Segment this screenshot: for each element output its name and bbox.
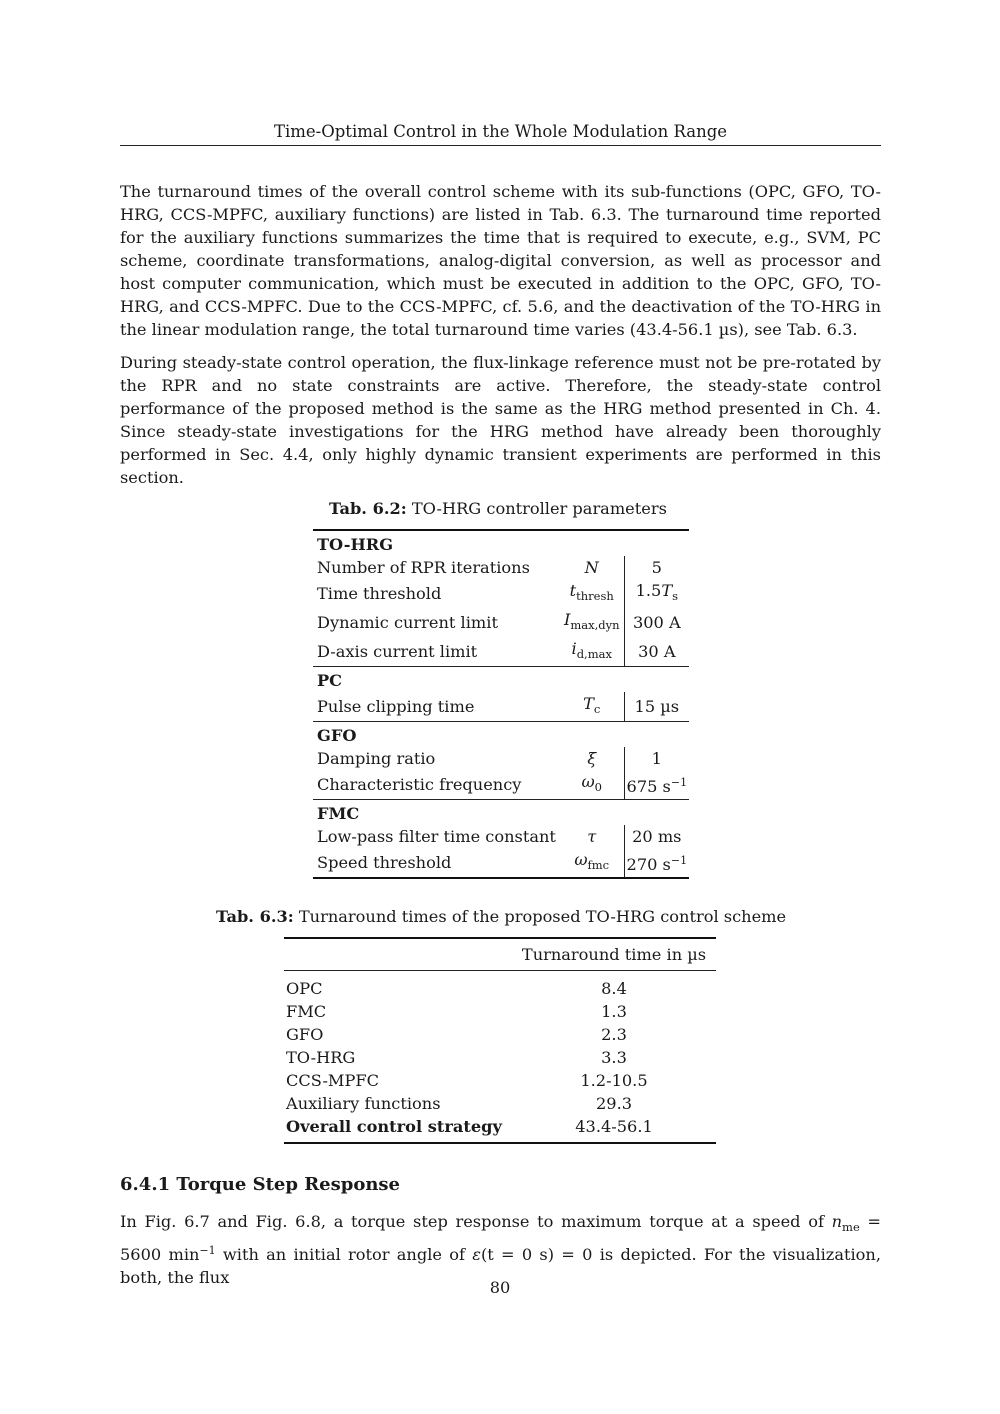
table-row <box>284 1069 716 1092</box>
header-rule <box>120 145 881 146</box>
param-symbol: $I_{max,dyn}$ <box>563 610 620 633</box>
caption-text: Turnaround times of the proposed TO-HRG control scheme <box>298 907 787 926</box>
param-symbol: N <box>584 558 599 577</box>
param-name: Time threshold <box>317 584 442 604</box>
table-6-3 <box>284 937 716 1144</box>
param-symbol: $\omega_{fmc}$ <box>560 848 624 878</box>
table-row <box>284 1092 716 1115</box>
table-row <box>284 971 716 1001</box>
param-value: 300 A <box>624 608 689 637</box>
running-title: Time-Optimal Control in the Whole Modulation Range <box>273 122 728 141</box>
section-fmc: FMC <box>313 800 689 826</box>
table-row <box>313 556 689 579</box>
table-row <box>313 637 689 667</box>
param-name: Damping ratio <box>317 749 436 769</box>
param-value: 20 ms <box>624 825 689 848</box>
param-value: 675 $s^{-1}$ <box>624 770 689 800</box>
row-label: TO-HRG <box>286 1048 356 1067</box>
table-row-total <box>284 1115 716 1143</box>
param-name: D-axis current limit <box>317 642 478 662</box>
param-symbol: τ <box>587 827 597 847</box>
paragraph-steady-state: During steady-state control operation, the flux-linkage reference must not be pre-rotated by the RPR and no state constraints are active. Therefore, the steady-state control performance of the proposed method is the same as the HRG method presented in Ch. 4. Since steady-state investigations for the HRG method have already been thoroughly performed in Sec. 4.4, only highly dynamic transient experiments are performed in this section. <box>120 353 881 487</box>
section-gfo: GFO <box>313 722 689 748</box>
table-row <box>313 692 689 722</box>
table-row <box>313 608 689 637</box>
section-row <box>313 667 689 693</box>
row-label: FMC <box>286 1002 327 1021</box>
table-row <box>284 1046 716 1069</box>
empty-header <box>284 938 512 971</box>
caption-label: Tab. 6.2: <box>329 499 407 518</box>
caption-label: Tab. 6.3: <box>216 907 294 926</box>
table-row <box>313 825 689 848</box>
param-value: $1.5T_s$ <box>624 579 689 608</box>
section-row <box>313 530 689 556</box>
table-6-2 <box>313 529 689 879</box>
param-symbol: $\omega_0$ <box>581 772 602 795</box>
section-heading: 6.4.1 Torque Step Response <box>120 1174 401 1195</box>
table-row <box>284 1023 716 1046</box>
row-label: Auxiliary functions <box>286 1094 441 1113</box>
paragraph-torque-step: In Fig. 6.7 and Fig. 6.8, a torque step response to maximum torque at a speed of $n_{me} = 5600$ $\min^{-1}$ with an initial rotor angle of ε(t = 0 s) = 0 is depicted. For the visualization, both, the flux <box>120 1212 881 1288</box>
param-name: Number of RPR iterations <box>317 558 530 577</box>
row-label: CCS-MPFC <box>286 1071 380 1090</box>
row-value: 3.3 <box>601 1048 627 1067</box>
row-label: GFO <box>286 1025 324 1044</box>
row-value: 29.3 <box>595 1094 633 1113</box>
section-tohrg: TO-HRG <box>313 530 689 556</box>
row-value: 1.2-10.5 <box>580 1071 648 1090</box>
param-value: 5 <box>624 556 689 579</box>
paragraph-turnaround: The turnaround times of the overall control scheme with its sub-functions (OPC, GFO, TO-HRG, CCS-MPFC, auxiliary functions) are listed in Tab. 6.3. The turnaround time reported for the auxiliary functions summarizes the time that is required to execute, e.g., SVM, PC scheme, coordinate transformations, analog-digital conversion, as well as processor and host computer communication, which must be executed in addition to the OPC, GFO, TO-HRG, and CCS-MPFC. Due to the CCS-MPFC, cf. 5.6, and the deactivation of the TO-HRG in the linear modulation range, the total turnaround time varies (43.4-56.1 µs), see Tab. 6.3. <box>120 182 881 339</box>
param-value: 1 <box>624 747 689 770</box>
table-row <box>313 579 689 608</box>
param-name: Dynamic current limit <box>317 613 498 633</box>
header-row <box>284 938 716 971</box>
row-label: OPC <box>286 979 323 998</box>
param-name: Pulse clipping time <box>317 697 475 717</box>
table-row <box>313 848 689 878</box>
param-symbol: $T_c$ <box>583 694 601 717</box>
param-symbol: $i_{d,max}$ <box>571 639 612 662</box>
table-row <box>313 770 689 800</box>
row-value: 1.3 <box>601 1002 627 1021</box>
row-value: 43.4-56.1 <box>512 1115 716 1143</box>
table-6-3-caption <box>216 906 786 928</box>
param-name: Characteristic frequency <box>317 775 522 795</box>
param-value: 15 µs <box>624 692 689 722</box>
param-symbol: ξ <box>587 749 597 769</box>
table-row <box>284 1000 716 1023</box>
param-value: 30 A <box>624 637 689 667</box>
section-pc: PC <box>313 667 689 693</box>
page-number: 80 <box>489 1278 511 1297</box>
param-name: Low-pass filter time constant <box>317 827 556 847</box>
section-row <box>313 722 689 748</box>
row-value: 2.3 <box>601 1025 627 1044</box>
param-symbol: $t_{thresh}$ <box>569 581 614 604</box>
caption-text: TO-HRG controller parameters <box>411 499 667 518</box>
param-name: Speed threshold <box>313 848 560 878</box>
param-value: 270 $s^{-1}$ <box>624 848 689 878</box>
column-header: Turnaround time in µs <box>512 938 716 971</box>
table-row <box>313 747 689 770</box>
row-label: Overall control strategy <box>284 1115 512 1143</box>
table-6-2-caption <box>329 498 667 520</box>
row-value: 8.4 <box>601 979 627 998</box>
section-row <box>313 800 689 826</box>
